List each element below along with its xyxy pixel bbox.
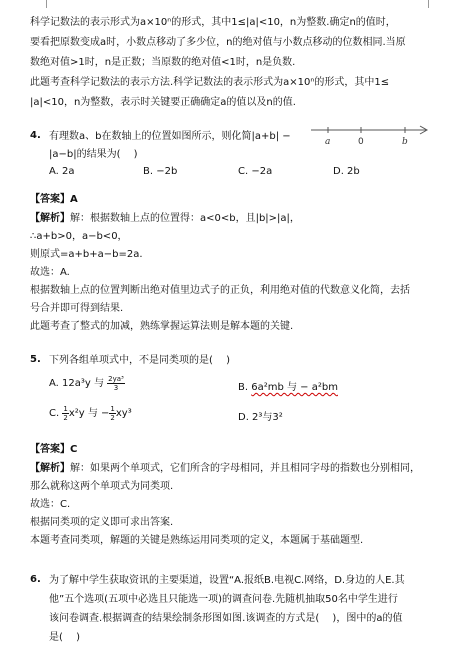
question-5-analysis-3: 故选：C. [30, 499, 71, 510]
question-5-option-b: B. 6a²mb 与 − a²bm [238, 382, 338, 393]
label-b: b [402, 137, 408, 147]
question-4-option-b: B. −2b [143, 166, 178, 177]
question-4-answer: 【答案】A [30, 194, 78, 205]
question-5-analysis-4: 根据同类项的定义即可求出答案. [30, 517, 174, 528]
crop-mark-right [428, 0, 429, 8]
question-4-analysis-5: 根据数轴上点的位置判断出绝对值里边式子的正负，利用绝对值的代数意义化简，去括 [30, 285, 410, 296]
question-5-number: 5. [30, 354, 41, 365]
question-5-option-c: C. $\frac{1}{2}$ x²y 与 − $\frac{1}{2}$ xy³ [49, 404, 132, 422]
option-c-fraction-1: $\frac{1}{2}$ [63, 404, 68, 422]
question-4-analysis-7: 此题考查了整式的加减，熟练掌握运算法则是解本题的关键. [30, 321, 294, 332]
question-5-option-d: D. 2³与3² [238, 412, 283, 423]
label-a: a [325, 137, 331, 147]
intro-line-1: 科学记数法的表示形式为a×10ⁿ的形式，其中1≤|a|<10，n为整数.确定n的值时， [30, 17, 396, 28]
question-4-option-c: C. −2a [238, 166, 273, 177]
question-6-stem-1: 为了解中学生获取资讯的主要渠道，设置“A.报纸B.电视C.网络，D.身边的人E.其 [49, 575, 405, 586]
intro-line-2: 要看把原数变成a时，小数点移动了多少位，n的绝对值与小数点移动的位数相同.当原 [30, 37, 406, 48]
question-5-analysis-5: 本题考查同类项，解题的关键是熟练运用同类项的定义，本题属于基础题型. [30, 535, 364, 546]
question-5-answer: 【答案】C [30, 444, 78, 455]
question-5-analysis-1: 【解析】解：如果两个单项式，它们所含的字母相同，并且相同字母的指数也分别相同， [30, 463, 420, 474]
question-6-stem-4: 是( ) [49, 632, 80, 643]
intro-line-3: 数绝对值>1时，n是正数；当原数的绝对值<1时，n是负数. [30, 57, 296, 68]
question-6-stem-3: 该问卷调查.根据调查的结果绘制条形图如图.该调查的方式是( )，图中的a的值 [49, 613, 403, 624]
label-zero: 0 [358, 137, 364, 147]
question-4-option-d: D. 2b [333, 166, 360, 177]
question-4-analysis-4: 故选：A. [30, 267, 70, 278]
option-a-fraction: $\frac{\text{2ya³}}{3}$ [108, 374, 124, 392]
question-4-analysis-2: ∴a+b>0，a−b<0， [30, 231, 128, 242]
question-4-stem-1: 有理数a、b在数轴上的位置如图所示，则化简|a+b| − [49, 131, 291, 142]
question-4-stem-2: |a−b|的结果为( ) [49, 149, 138, 160]
intro-line-4: 此题考查科学记数法的表示方法.科学记数法的表示形式为a×10ⁿ的形式，其中1≤ [30, 77, 390, 88]
number-line-figure [308, 120, 433, 150]
question-4-analysis-3: 则原式=a+b+a−b=2a. [30, 249, 143, 260]
crop-mark-left [46, 0, 47, 8]
question-4-number: 4. [30, 130, 41, 141]
question-4-option-a: A. 2a [49, 166, 75, 177]
question-5-analysis-2: 那么就称这两个单项式为同类项. [30, 481, 174, 492]
option-c-fraction-2: $\frac{1}{2}$ [110, 404, 115, 422]
question-4-analysis-6: 号合并即可得到结果. [30, 303, 124, 314]
question-5-option-a: A. 12a³y 与 $\frac{\text{2ya³}}{3}$ [49, 374, 124, 392]
question-6-number: 6. [30, 574, 41, 585]
question-6-stem-2: 他”五个选项(五项中必选且只能选一项)的调查问卷.先随机抽取50名中学生进行 [49, 594, 398, 605]
intro-line-5: |a|<10，n为整数，表示时关键要正确确定a的值以及n的值. [30, 97, 296, 108]
question-4-analysis-1: 【解析】解：根据数轴上点的位置得：a<0<b，且|b|>|a|， [30, 213, 300, 224]
question-5-stem: 下列各组单项式中，不是同类项的是( ) [49, 355, 230, 366]
